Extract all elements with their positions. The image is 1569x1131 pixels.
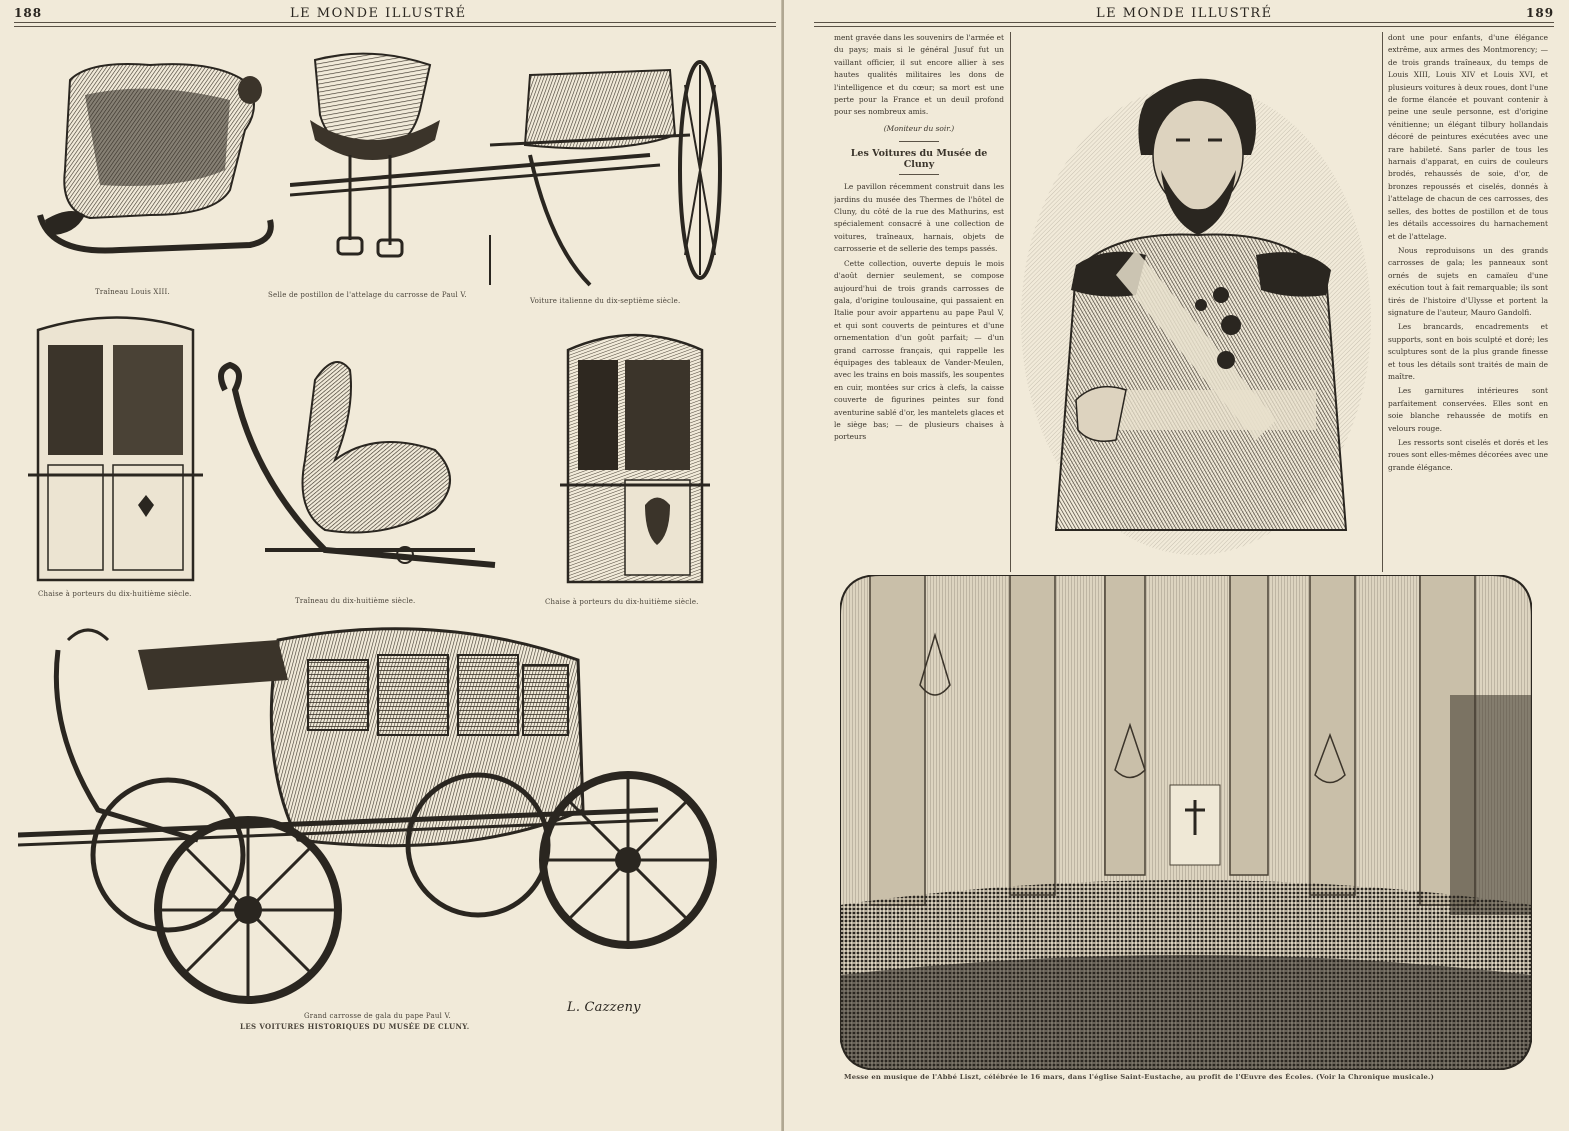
column-2-para-1: dont une pour enfants, d'une élégance extrême, aux armes des Montmorency; — de trois grands traîneaux, du temps de Louis XIII, Louis XIV et Louis XVI, et plusieurs voitures à deux roues, dont l'une de forme élancée et pouvant contenir à peine une seule personne, est d'origine vénitienne; un élégant tilbury hollandais décoré de peintures exécutées avec une rare habileté. Sans parler de tous les harnais d'apparat, en cuirs de couleurs brodés, rehaussés de soie, d'or, de bronzes repoussés et ciselés, donnés à l'attelage de chacun de ces carrosses, des selles, des bottes de postillon et de tous les détails accessoires du harnachement et de l'attelage. bbox=[1388, 33, 1548, 241]
heading-rule bbox=[899, 174, 939, 175]
column-2-para-4: Les garnitures intérieures sont parfaitement conservées. Elles sont en soie blanche rehaussée de motifs en velours rouge. bbox=[1388, 386, 1548, 433]
column-1-para-2: Cette collection, ouverte depuis le mois d'août dernier seulement, se compose aujourd'hui de trois grands carrosses de gala, d'origine toulousaine, qui passaient en Italie pour avoir appartenu au pape Paul V, et qui sont couverts de peintures et d'une ornementation d'un goût parfait; — d'un grand carrosse français, qui rappelle les équipages des tableaux de Vander-Meulen, avec les trains en bois massifs, les soupentes en cuir, montées sur crics à clefs, la caisse couverte de figurines peintes sur fond aventurine sablé d'or, les mantelets glaces et le siège bas; — de plusieurs chaises à porteurs bbox=[834, 258, 1004, 442]
voiture-italienne-engraving bbox=[290, 55, 730, 295]
church-mass-engraving bbox=[840, 575, 1532, 1070]
caption-traineau-louis-xiii: Traîneau Louis XIII. bbox=[95, 288, 170, 296]
caption-traineau-18: Traîneau du dix-huitième siècle. bbox=[295, 597, 416, 605]
column-divider-2 bbox=[1382, 32, 1383, 572]
column-2-para-2: Nous reproduisons un des grands carrosses de gala; les panneaux sont ornés de sujets en camaïeu d'une exécution tout à fait remarquable; ils sont tirés de l'histoire d'Ulysse et portent la signature de l'auteur, Mauro Gandolfi. bbox=[1388, 245, 1548, 317]
left-page-number: 188 bbox=[14, 6, 43, 20]
caption-grand-carrosse: Grand carrosse de gala du pape Paul V. bbox=[304, 1012, 451, 1020]
caption-chaise-2: Chaise à porteurs du dix-huitième siècle. bbox=[545, 598, 699, 606]
page-title-left: LES VOITURES HISTORIQUES DU MUSÉE DE CLUNY. bbox=[240, 1022, 470, 1031]
text-column-1 bbox=[834, 32, 1004, 572]
column-2-para-5: Les ressorts sont ciselés et dorés et les roues sont elles-mêmes décorées avec une grande élégance. bbox=[1388, 438, 1548, 472]
column-1-separator bbox=[899, 141, 939, 142]
article-heading: Les Voitures du Musée de Cluny bbox=[850, 148, 988, 171]
caption-selle: Selle de postillon de l'attelage du carrosse de Paul V. bbox=[268, 291, 467, 299]
grand-carrosse-engraving bbox=[18, 610, 718, 1010]
traineau-louis-xiii-engraving bbox=[30, 40, 280, 265]
right-masthead: LE MONDE ILLUSTRÉ bbox=[1096, 5, 1273, 21]
chaise-porteurs-1-engraving bbox=[28, 305, 203, 590]
column-1-intro: ment gravée dans les souvenirs de l'armée et du pays; mais si le général Jusuf fut un vaillant officier, il sut encore allier à ses hautes qualités militaires les dons de l'intelligence et du cœur; sa mort est une perte pour la France et un deuil profond pour ses nombreux amis. bbox=[834, 33, 1004, 117]
engraver-signature: L. Cazzeny bbox=[567, 1000, 641, 1015]
column-1-para-1: Le pavillon récemment construit dans les jardins du musée des Thermes de l'hôtel de Cluny, du côté de la rue des Mathurins, est spécialement consacré à une collection de voitures, traîneaux, harnais, objets de carrosserie et de sellerie des temps passés. bbox=[834, 182, 1004, 254]
chaise-porteurs-2-engraving bbox=[560, 320, 710, 590]
right-page-number: 189 bbox=[1526, 6, 1555, 20]
traineau-18-engraving bbox=[205, 350, 505, 600]
left-masthead: LE MONDE ILLUSTRÉ bbox=[290, 5, 467, 21]
column-divider-1 bbox=[1010, 32, 1011, 572]
right-page bbox=[784, 0, 1569, 1131]
left-header-rule bbox=[14, 22, 776, 27]
text-column-2 bbox=[1388, 32, 1548, 572]
right-header-rule bbox=[814, 22, 1554, 27]
caption-chaise-1: Chaise à porteurs du dix-huitième siècle. bbox=[38, 590, 192, 598]
column-2-para-3: Les brancards, encadrements et supports, sont en bois sculpté et doré; les sculptures sont de la plus grande finesse et tous les détails sont traités de main de maître. bbox=[1388, 322, 1548, 381]
left-page bbox=[0, 0, 782, 1131]
general-portrait-engraving bbox=[1016, 60, 1376, 560]
caption-church: Messe en musique de l'Abbé Liszt, célébrée le 16 mars, dans l'église Saint-Eustache, au profit de l'Œuvre des Écoles. (Voir la Chronique musicale.) bbox=[844, 1073, 1435, 1081]
column-1-signature: (Moniteur du soir.) bbox=[883, 123, 955, 133]
caption-voiture-italienne: Voiture italienne du dix-septième siècle. bbox=[530, 297, 681, 305]
